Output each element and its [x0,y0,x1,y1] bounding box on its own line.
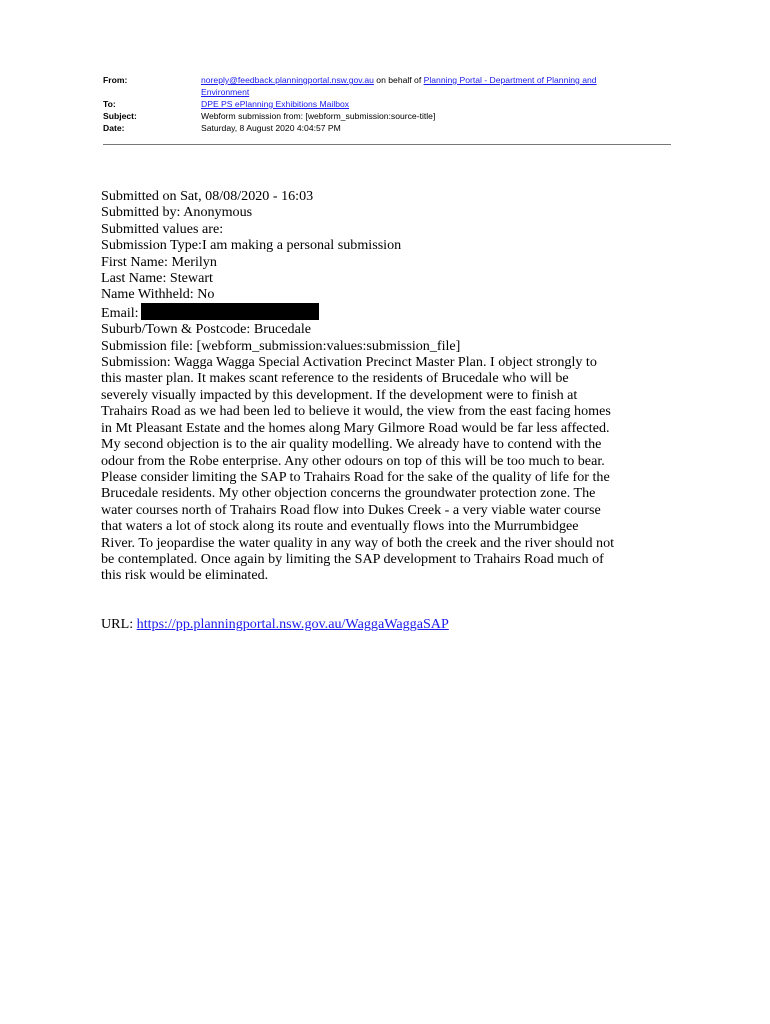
email-label: Email: [101,304,139,321]
submission-line: that waters a lot of stock along its route and eventually flows into the Murrumbidgee [101,518,579,535]
submission-text [101,354,676,584]
header-divider [103,144,671,145]
date-label: Date: [103,123,125,133]
url-label: URL: [101,616,137,632]
submitted-by: Submitted by: Anonymous [101,204,253,221]
name-withheld: Name Withheld: No [101,286,215,303]
submission-line: Submission: Wagga Wagga Special Activation Precinct Master Plan. I object strongly to [101,354,597,371]
first-name: First Name: Merilyn [101,253,217,270]
submission-line: Please consider limiting the SAP to Trahairs Road for the sake of the quality of life for the [101,468,610,485]
date-row [103,122,671,134]
submission-line: this risk would be eliminated. [101,567,269,584]
submission-line: River. To jeopardise the water quality in any way of both the creek and the river should not [101,534,615,551]
from-row [103,74,671,98]
submission-line: odour from the Robe enterprise. Any other odours on top of this will be too much to bear. [101,452,605,469]
from-org-link-continued[interactable]: Environment [201,87,250,97]
email-row [101,303,676,321]
email-body [101,188,676,584]
subject-row [103,110,671,122]
from-label: From: [103,75,128,85]
submission-line: water courses north of Trahairs Road flow into Dukes Creek - a very viable water course [101,501,601,518]
url-row [101,616,449,632]
submission-line: in Mt Pleasant Estate and the homes along Mary Gilmore Road would be far less affected. [101,419,610,436]
from-email-link[interactable]: noreply@feedback.planningportal.nsw.gov.au [201,75,374,85]
submission-line: be contemplated. Once again by limiting the SAP development to Trahairs Road much of [101,550,604,567]
to-value-link[interactable]: DPE PS ePlanning Exhibitions Mailbox [201,99,350,109]
email-header [103,74,671,134]
from-value [201,74,671,98]
suburb: Suburb/Town & Postcode: Brucedale [101,321,311,338]
from-org-link[interactable]: Planning Portal - Department of Planning and [423,75,597,85]
date-value: Saturday, 8 August 2020 4:04:57 PM [201,123,341,133]
submitted-on: Submitted on Sat, 08/08/2020 - 16:03 [101,188,314,204]
submission-line: My second objection is to the air quality modelling. We already have to contend with the [101,436,602,453]
submission-line: this master plan. It makes scant reference to the residents of Brucedale who will be [101,370,569,387]
submission-line: Brucedale residents. My other objection concerns the groundwater protection zone. The [101,485,596,502]
submission-type: Submission Type:I am making a personal submission [101,237,402,254]
submission-file: Submission file: [webform_submission:values:submission_file] [101,337,461,354]
from-behalf-text: on behalf of [373,75,424,85]
to-label: To: [103,99,116,109]
submission-line: severely visually impacted by this development. If the development were to finish at [101,386,578,403]
url-link[interactable]: https://pp.planningportal.nsw.gov.au/WaggaWaggaSAP [136,616,449,632]
redaction-block [141,303,319,320]
submitted-values: Submitted values are: [101,220,224,237]
submission-line: Trahairs Road as we had been led to believe it would, the view from the east facing homes [101,403,611,420]
to-row [103,98,671,110]
last-name: Last Name: Stewart [101,270,213,287]
subject-label: Subject: [103,111,137,121]
subject-value: Webform submission from: [webform_submission:source-title] [201,111,436,121]
